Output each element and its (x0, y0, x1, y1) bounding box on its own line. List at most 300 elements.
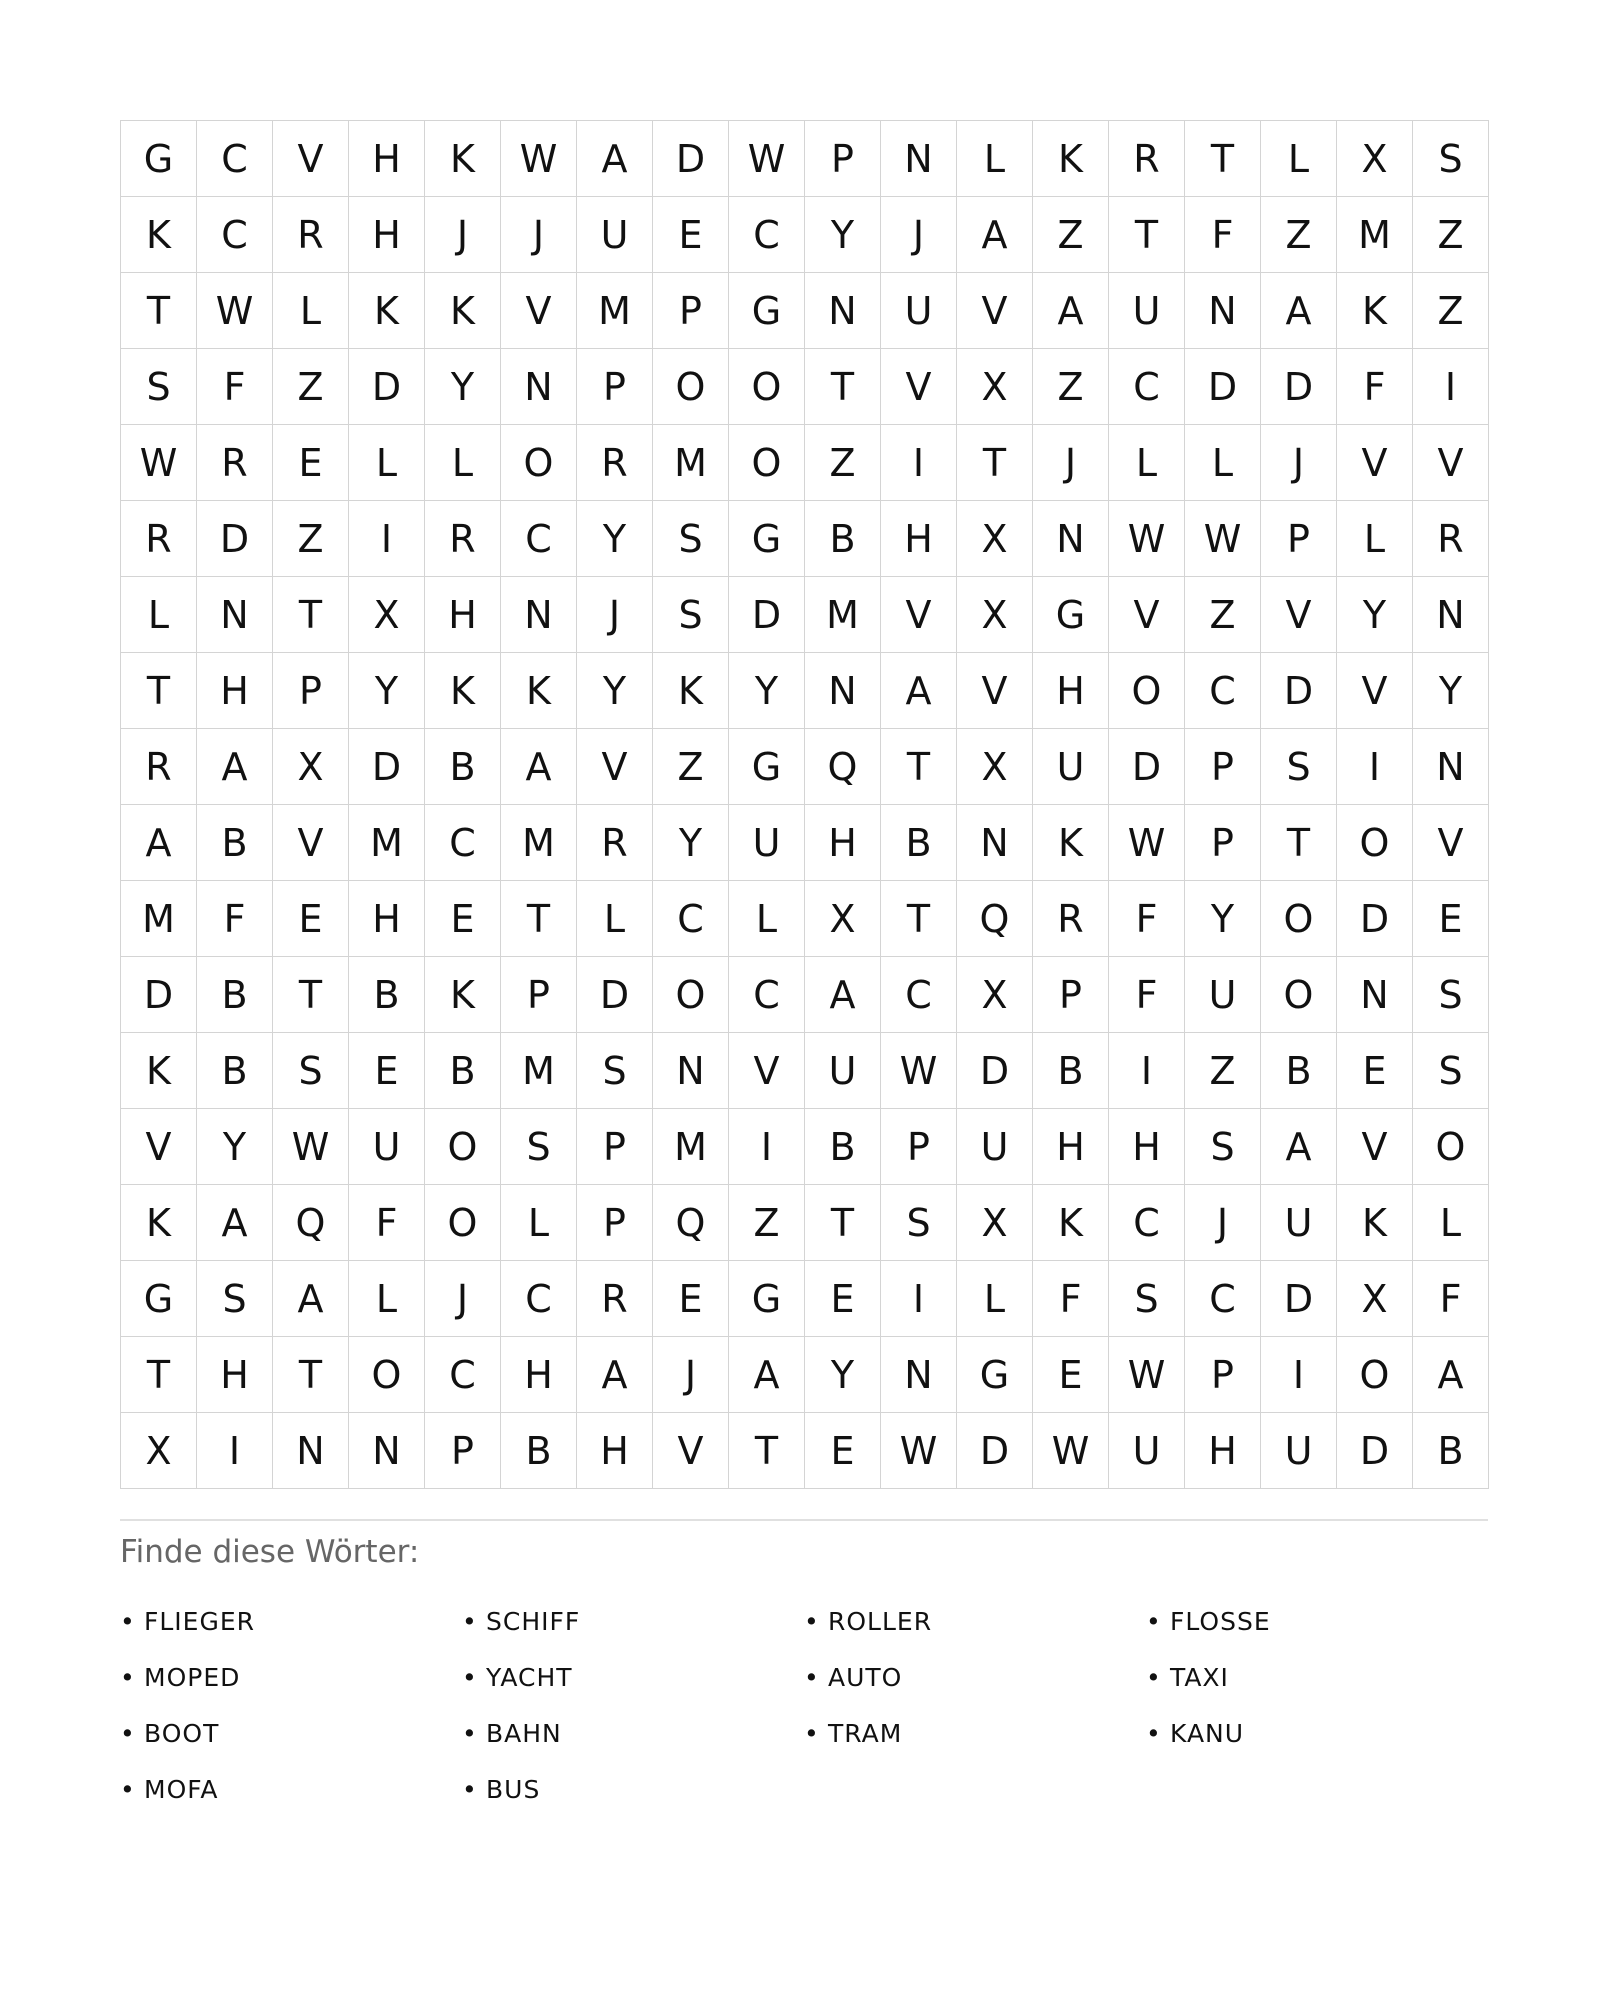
grid-cell[interactable]: U (349, 1109, 425, 1185)
grid-cell[interactable]: U (805, 1033, 881, 1109)
grid-cell[interactable]: Y (805, 1337, 881, 1413)
grid-cell[interactable]: V (653, 1413, 729, 1489)
grid-cell[interactable]: N (957, 805, 1033, 881)
grid-cell[interactable]: U (1109, 1413, 1185, 1489)
grid-cell[interactable]: V (577, 729, 653, 805)
grid-cell[interactable]: O (1261, 881, 1337, 957)
grid-cell[interactable]: D (1109, 729, 1185, 805)
grid-cell[interactable]: F (1185, 197, 1261, 273)
grid-cell[interactable]: T (501, 881, 577, 957)
grid-cell[interactable]: Z (1413, 273, 1489, 349)
grid-cell[interactable]: Z (805, 425, 881, 501)
grid-cell[interactable]: W (881, 1033, 957, 1109)
grid-cell[interactable]: O (1109, 653, 1185, 729)
grid-cell[interactable]: R (1413, 501, 1489, 577)
grid-cell[interactable]: R (1109, 121, 1185, 197)
grid-cell[interactable]: T (273, 577, 349, 653)
grid-cell[interactable]: Z (729, 1185, 805, 1261)
grid-cell[interactable]: E (805, 1413, 881, 1489)
grid-cell[interactable]: L (349, 425, 425, 501)
grid-cell[interactable]: O (349, 1337, 425, 1413)
grid-cell[interactable]: W (1033, 1413, 1109, 1489)
grid-cell[interactable]: M (653, 1109, 729, 1185)
grid-cell[interactable]: J (425, 1261, 501, 1337)
grid-cell[interactable]: B (805, 501, 881, 577)
grid-cell[interactable]: F (349, 1185, 425, 1261)
grid-cell[interactable]: T (1109, 197, 1185, 273)
grid-cell[interactable]: A (121, 805, 197, 881)
grid-cell[interactable]: C (501, 1261, 577, 1337)
grid-cell[interactable]: N (501, 577, 577, 653)
grid-cell[interactable]: J (881, 197, 957, 273)
grid-cell[interactable]: N (197, 577, 273, 653)
grid-cell[interactable]: A (577, 1337, 653, 1413)
grid-cell[interactable]: F (197, 881, 273, 957)
grid-cell[interactable]: I (1109, 1033, 1185, 1109)
grid-cell[interactable]: N (1033, 501, 1109, 577)
grid-cell[interactable]: V (1337, 1109, 1413, 1185)
grid-cell[interactable]: O (653, 957, 729, 1033)
grid-cell[interactable]: X (1337, 121, 1413, 197)
grid-cell[interactable]: Q (805, 729, 881, 805)
grid-cell[interactable]: I (197, 1413, 273, 1489)
grid-cell[interactable]: M (1337, 197, 1413, 273)
grid-cell[interactable]: A (1413, 1337, 1489, 1413)
grid-cell[interactable]: N (1337, 957, 1413, 1033)
grid-cell[interactable]: B (1261, 1033, 1337, 1109)
grid-cell[interactable]: I (349, 501, 425, 577)
grid-cell[interactable]: J (1185, 1185, 1261, 1261)
grid-cell[interactable]: O (425, 1109, 501, 1185)
grid-cell[interactable]: T (121, 653, 197, 729)
grid-cell[interactable]: P (1185, 729, 1261, 805)
grid-cell[interactable]: V (1337, 653, 1413, 729)
grid-cell[interactable]: V (1261, 577, 1337, 653)
grid-cell[interactable]: K (121, 1185, 197, 1261)
grid-cell[interactable]: I (1337, 729, 1413, 805)
grid-cell[interactable]: T (273, 1337, 349, 1413)
grid-cell[interactable]: Z (653, 729, 729, 805)
grid-cell[interactable]: B (349, 957, 425, 1033)
grid-cell[interactable]: H (197, 653, 273, 729)
grid-cell[interactable]: O (653, 349, 729, 425)
grid-cell[interactable]: W (121, 425, 197, 501)
grid-cell[interactable]: L (957, 121, 1033, 197)
grid-cell[interactable]: R (577, 805, 653, 881)
grid-cell[interactable]: E (273, 881, 349, 957)
grid-cell[interactable]: K (1337, 1185, 1413, 1261)
grid-cell[interactable]: A (1261, 273, 1337, 349)
grid-cell[interactable]: T (121, 1337, 197, 1413)
grid-cell[interactable]: C (425, 805, 501, 881)
grid-cell[interactable]: R (197, 425, 273, 501)
grid-cell[interactable]: X (957, 349, 1033, 425)
grid-cell[interactable]: S (653, 577, 729, 653)
grid-cell[interactable]: T (273, 957, 349, 1033)
grid-cell[interactable]: X (957, 729, 1033, 805)
grid-cell[interactable]: N (1413, 729, 1489, 805)
grid-cell[interactable]: S (881, 1185, 957, 1261)
grid-cell[interactable]: Y (729, 653, 805, 729)
grid-cell[interactable]: G (1033, 577, 1109, 653)
grid-cell[interactable]: V (121, 1109, 197, 1185)
grid-cell[interactable]: Q (653, 1185, 729, 1261)
grid-cell[interactable]: K (501, 653, 577, 729)
grid-cell[interactable]: S (653, 501, 729, 577)
grid-cell[interactable]: S (1261, 729, 1337, 805)
grid-cell[interactable]: R (121, 501, 197, 577)
grid-cell[interactable]: P (425, 1413, 501, 1489)
grid-cell[interactable]: O (501, 425, 577, 501)
grid-cell[interactable]: K (1337, 273, 1413, 349)
grid-cell[interactable]: J (653, 1337, 729, 1413)
grid-cell[interactable]: U (1185, 957, 1261, 1033)
grid-cell[interactable]: G (121, 121, 197, 197)
grid-cell[interactable]: P (1185, 805, 1261, 881)
grid-cell[interactable]: D (729, 577, 805, 653)
grid-cell[interactable]: H (349, 197, 425, 273)
grid-cell[interactable]: X (805, 881, 881, 957)
grid-cell[interactable]: X (1337, 1261, 1413, 1337)
grid-cell[interactable]: P (653, 273, 729, 349)
grid-cell[interactable]: V (1109, 577, 1185, 653)
grid-cell[interactable]: D (349, 729, 425, 805)
grid-cell[interactable]: C (1109, 1185, 1185, 1261)
grid-cell[interactable]: C (729, 957, 805, 1033)
grid-cell[interactable]: N (349, 1413, 425, 1489)
grid-cell[interactable]: T (881, 881, 957, 957)
grid-cell[interactable]: A (1033, 273, 1109, 349)
grid-cell[interactable]: M (805, 577, 881, 653)
grid-cell[interactable]: E (349, 1033, 425, 1109)
grid-cell[interactable]: P (273, 653, 349, 729)
grid-cell[interactable]: I (1413, 349, 1489, 425)
grid-cell[interactable]: B (805, 1109, 881, 1185)
grid-cell[interactable]: A (729, 1337, 805, 1413)
grid-cell[interactable]: G (729, 729, 805, 805)
grid-cell[interactable]: Y (349, 653, 425, 729)
grid-cell[interactable]: D (1261, 1261, 1337, 1337)
grid-cell[interactable]: C (197, 197, 273, 273)
grid-cell[interactable]: S (1413, 121, 1489, 197)
grid-cell[interactable]: G (121, 1261, 197, 1337)
grid-cell[interactable]: K (121, 197, 197, 273)
grid-cell[interactable]: S (577, 1033, 653, 1109)
grid-cell[interactable]: O (729, 425, 805, 501)
grid-cell[interactable]: P (805, 121, 881, 197)
grid-cell[interactable]: E (653, 1261, 729, 1337)
grid-cell[interactable]: B (881, 805, 957, 881)
grid-cell[interactable]: R (1033, 881, 1109, 957)
grid-cell[interactable]: O (1337, 805, 1413, 881)
grid-cell[interactable]: H (1185, 1413, 1261, 1489)
grid-cell[interactable]: L (1413, 1185, 1489, 1261)
grid-cell[interactable]: Z (1185, 577, 1261, 653)
grid-cell[interactable]: P (1033, 957, 1109, 1033)
grid-cell[interactable]: P (1261, 501, 1337, 577)
grid-cell[interactable]: W (729, 121, 805, 197)
grid-cell[interactable]: O (1413, 1109, 1489, 1185)
grid-cell[interactable]: C (1185, 653, 1261, 729)
grid-cell[interactable]: N (805, 273, 881, 349)
grid-cell[interactable]: U (1261, 1413, 1337, 1489)
grid-cell[interactable]: L (1109, 425, 1185, 501)
grid-cell[interactable]: F (197, 349, 273, 425)
grid-cell[interactable]: D (197, 501, 273, 577)
grid-cell[interactable]: T (1185, 121, 1261, 197)
grid-cell[interactable]: L (501, 1185, 577, 1261)
grid-cell[interactable]: V (1413, 425, 1489, 501)
grid-cell[interactable]: T (1261, 805, 1337, 881)
grid-cell[interactable]: C (1185, 1261, 1261, 1337)
grid-cell[interactable]: E (653, 197, 729, 273)
grid-cell[interactable]: E (1413, 881, 1489, 957)
grid-cell[interactable]: P (1185, 1337, 1261, 1413)
grid-cell[interactable]: Z (1261, 197, 1337, 273)
grid-cell[interactable]: P (501, 957, 577, 1033)
grid-cell[interactable]: K (425, 957, 501, 1033)
grid-cell[interactable]: L (1337, 501, 1413, 577)
grid-cell[interactable]: R (273, 197, 349, 273)
grid-cell[interactable]: F (1337, 349, 1413, 425)
grid-cell[interactable]: S (1413, 957, 1489, 1033)
grid-cell[interactable]: V (957, 273, 1033, 349)
grid-cell[interactable]: U (957, 1109, 1033, 1185)
grid-cell[interactable]: H (805, 805, 881, 881)
grid-cell[interactable]: W (501, 121, 577, 197)
grid-cell[interactable]: L (273, 273, 349, 349)
grid-cell[interactable]: V (729, 1033, 805, 1109)
grid-cell[interactable]: T (121, 273, 197, 349)
grid-cell[interactable]: B (197, 1033, 273, 1109)
grid-cell[interactable]: W (1185, 501, 1261, 577)
grid-cell[interactable]: X (957, 501, 1033, 577)
grid-cell[interactable]: B (1413, 1413, 1489, 1489)
grid-cell[interactable]: I (1261, 1337, 1337, 1413)
grid-cell[interactable]: Y (1337, 577, 1413, 653)
grid-cell[interactable]: G (729, 1261, 805, 1337)
grid-cell[interactable]: R (577, 1261, 653, 1337)
grid-cell[interactable]: K (425, 273, 501, 349)
grid-cell[interactable]: K (425, 653, 501, 729)
grid-cell[interactable]: O (729, 349, 805, 425)
grid-cell[interactable]: G (729, 273, 805, 349)
grid-cell[interactable]: W (1109, 501, 1185, 577)
grid-cell[interactable]: E (273, 425, 349, 501)
grid-cell[interactable]: X (121, 1413, 197, 1489)
grid-cell[interactable]: C (425, 1337, 501, 1413)
grid-cell[interactable]: G (957, 1337, 1033, 1413)
grid-cell[interactable]: S (121, 349, 197, 425)
grid-cell[interactable]: U (729, 805, 805, 881)
grid-cell[interactable]: K (425, 121, 501, 197)
grid-cell[interactable]: F (1413, 1261, 1489, 1337)
grid-cell[interactable]: B (197, 805, 273, 881)
grid-cell[interactable]: T (957, 425, 1033, 501)
grid-cell[interactable]: I (881, 1261, 957, 1337)
grid-cell[interactable]: M (653, 425, 729, 501)
grid-cell[interactable]: E (805, 1261, 881, 1337)
grid-cell[interactable]: B (197, 957, 273, 1033)
grid-cell[interactable]: H (349, 121, 425, 197)
grid-cell[interactable]: S (1109, 1261, 1185, 1337)
grid-cell[interactable]: L (729, 881, 805, 957)
grid-cell[interactable]: G (729, 501, 805, 577)
grid-cell[interactable]: V (273, 805, 349, 881)
grid-cell[interactable]: V (881, 349, 957, 425)
grid-cell[interactable]: P (577, 349, 653, 425)
grid-cell[interactable]: R (121, 729, 197, 805)
grid-cell[interactable]: W (881, 1413, 957, 1489)
grid-cell[interactable]: H (577, 1413, 653, 1489)
grid-cell[interactable]: Z (1413, 197, 1489, 273)
grid-cell[interactable]: J (501, 197, 577, 273)
grid-cell[interactable]: T (881, 729, 957, 805)
grid-cell[interactable]: H (1033, 1109, 1109, 1185)
grid-cell[interactable]: J (1033, 425, 1109, 501)
grid-cell[interactable]: D (1337, 1413, 1413, 1489)
grid-cell[interactable]: W (197, 273, 273, 349)
grid-cell[interactable]: V (501, 273, 577, 349)
grid-cell[interactable]: I (881, 425, 957, 501)
grid-cell[interactable]: S (197, 1261, 273, 1337)
grid-cell[interactable]: I (729, 1109, 805, 1185)
grid-cell[interactable]: F (1109, 957, 1185, 1033)
grid-cell[interactable]: V (1413, 805, 1489, 881)
grid-cell[interactable]: A (1261, 1109, 1337, 1185)
grid-cell[interactable]: H (1109, 1109, 1185, 1185)
grid-cell[interactable]: E (425, 881, 501, 957)
grid-cell[interactable]: A (501, 729, 577, 805)
grid-cell[interactable]: A (881, 653, 957, 729)
grid-cell[interactable]: T (805, 1185, 881, 1261)
grid-cell[interactable]: C (1109, 349, 1185, 425)
grid-cell[interactable]: L (349, 1261, 425, 1337)
grid-cell[interactable]: Q (957, 881, 1033, 957)
grid-cell[interactable]: N (805, 653, 881, 729)
grid-cell[interactable]: B (425, 729, 501, 805)
grid-cell[interactable]: B (1033, 1033, 1109, 1109)
grid-cell[interactable]: E (1033, 1337, 1109, 1413)
grid-cell[interactable]: D (577, 957, 653, 1033)
grid-cell[interactable]: Y (653, 805, 729, 881)
grid-cell[interactable]: E (1337, 1033, 1413, 1109)
grid-cell[interactable]: S (501, 1109, 577, 1185)
grid-cell[interactable]: C (501, 501, 577, 577)
grid-cell[interactable]: X (349, 577, 425, 653)
grid-cell[interactable]: Q (273, 1185, 349, 1261)
grid-cell[interactable]: D (957, 1033, 1033, 1109)
grid-cell[interactable]: K (349, 273, 425, 349)
grid-cell[interactable]: V (881, 577, 957, 653)
grid-cell[interactable]: N (1185, 273, 1261, 349)
grid-cell[interactable]: D (957, 1413, 1033, 1489)
grid-cell[interactable]: L (577, 881, 653, 957)
grid-cell[interactable]: A (273, 1261, 349, 1337)
grid-cell[interactable]: H (349, 881, 425, 957)
grid-cell[interactable]: A (197, 729, 273, 805)
grid-cell[interactable]: Z (273, 349, 349, 425)
grid-cell[interactable]: U (1109, 273, 1185, 349)
grid-cell[interactable]: L (957, 1261, 1033, 1337)
grid-cell[interactable]: V (1337, 425, 1413, 501)
grid-cell[interactable]: W (1109, 805, 1185, 881)
grid-cell[interactable]: R (425, 501, 501, 577)
grid-cell[interactable]: H (1033, 653, 1109, 729)
grid-cell[interactable]: C (197, 121, 273, 197)
grid-cell[interactable]: Z (1185, 1033, 1261, 1109)
grid-cell[interactable]: W (1109, 1337, 1185, 1413)
grid-cell[interactable]: N (881, 1337, 957, 1413)
grid-cell[interactable]: H (881, 501, 957, 577)
grid-cell[interactable]: U (577, 197, 653, 273)
grid-cell[interactable]: N (881, 121, 957, 197)
grid-cell[interactable]: J (1261, 425, 1337, 501)
grid-cell[interactable]: X (957, 1185, 1033, 1261)
grid-cell[interactable]: K (653, 653, 729, 729)
grid-cell[interactable]: V (273, 121, 349, 197)
grid-cell[interactable]: Z (273, 501, 349, 577)
grid-cell[interactable]: N (653, 1033, 729, 1109)
grid-cell[interactable]: D (1185, 349, 1261, 425)
grid-cell[interactable]: Y (577, 653, 653, 729)
grid-cell[interactable]: M (501, 1033, 577, 1109)
grid-cell[interactable]: M (121, 881, 197, 957)
grid-cell[interactable]: L (121, 577, 197, 653)
grid-cell[interactable]: J (425, 197, 501, 273)
grid-cell[interactable]: B (425, 1033, 501, 1109)
grid-cell[interactable]: A (197, 1185, 273, 1261)
grid-cell[interactable]: X (957, 577, 1033, 653)
grid-cell[interactable]: H (425, 577, 501, 653)
grid-cell[interactable]: S (273, 1033, 349, 1109)
grid-cell[interactable]: D (121, 957, 197, 1033)
grid-cell[interactable]: Y (1413, 653, 1489, 729)
grid-cell[interactable]: X (273, 729, 349, 805)
grid-cell[interactable]: X (957, 957, 1033, 1033)
grid-cell[interactable]: S (1413, 1033, 1489, 1109)
grid-cell[interactable]: V (957, 653, 1033, 729)
grid-cell[interactable]: K (1033, 1185, 1109, 1261)
grid-cell[interactable]: O (1337, 1337, 1413, 1413)
grid-cell[interactable]: K (1033, 121, 1109, 197)
grid-cell[interactable]: M (349, 805, 425, 881)
grid-cell[interactable]: K (121, 1033, 197, 1109)
grid-cell[interactable]: Z (1033, 349, 1109, 425)
grid-cell[interactable]: T (805, 349, 881, 425)
grid-cell[interactable]: P (881, 1109, 957, 1185)
grid-cell[interactable]: Y (577, 501, 653, 577)
grid-cell[interactable]: L (1261, 121, 1337, 197)
grid-cell[interactable]: M (577, 273, 653, 349)
grid-cell[interactable]: A (577, 121, 653, 197)
grid-cell[interactable]: Z (1033, 197, 1109, 273)
grid-cell[interactable]: U (1261, 1185, 1337, 1261)
grid-cell[interactable]: D (1261, 653, 1337, 729)
grid-cell[interactable]: Y (805, 197, 881, 273)
grid-cell[interactable]: U (881, 273, 957, 349)
grid-cell[interactable]: J (577, 577, 653, 653)
grid-cell[interactable]: N (1413, 577, 1489, 653)
grid-cell[interactable]: T (729, 1413, 805, 1489)
grid-cell[interactable]: M (501, 805, 577, 881)
grid-cell[interactable]: F (1109, 881, 1185, 957)
grid-cell[interactable]: U (1033, 729, 1109, 805)
grid-cell[interactable]: A (805, 957, 881, 1033)
grid-cell[interactable]: H (197, 1337, 273, 1413)
grid-cell[interactable]: C (729, 197, 805, 273)
grid-cell[interactable]: N (273, 1413, 349, 1489)
